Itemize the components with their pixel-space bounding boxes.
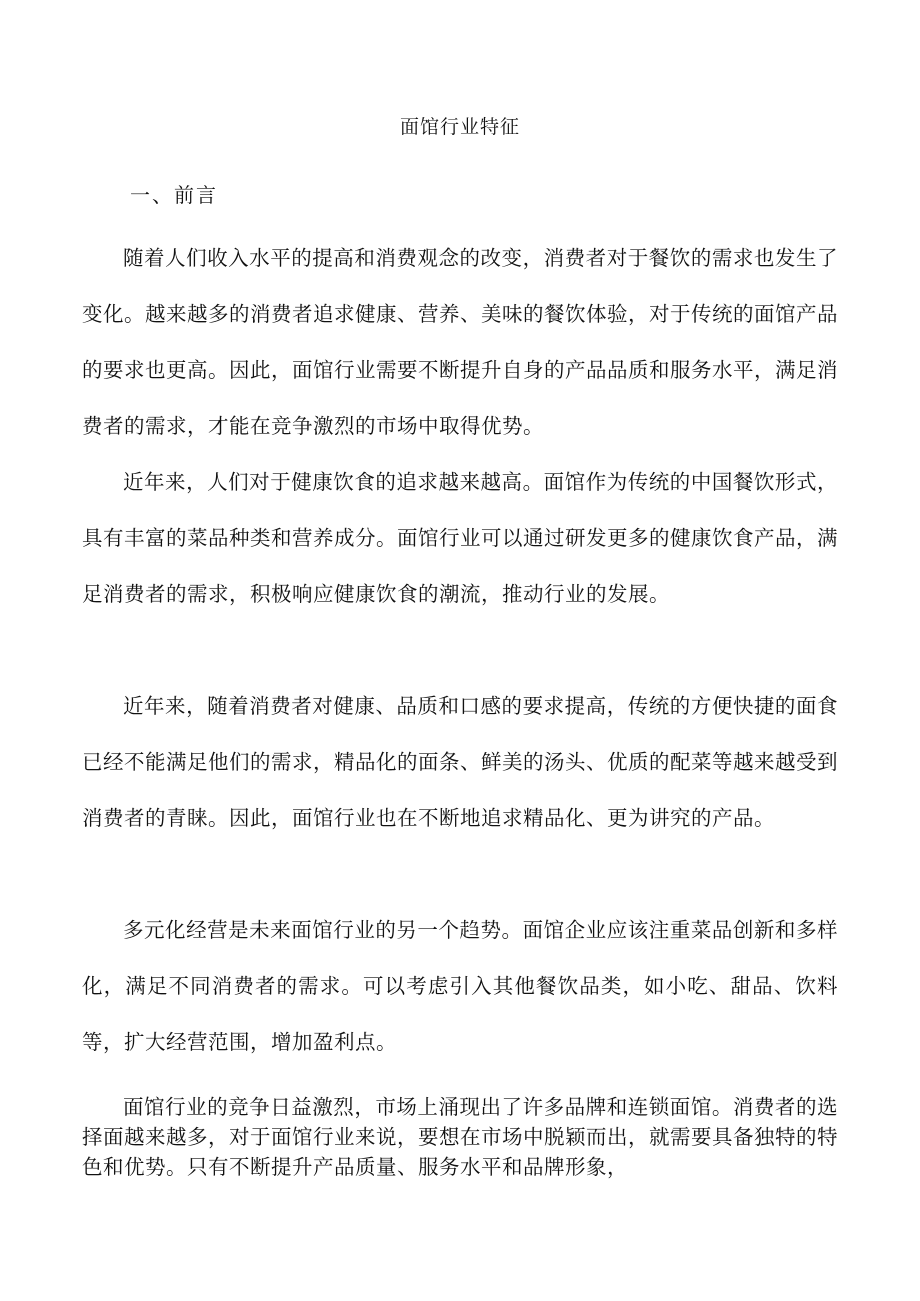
paragraph: 随着人们收入水平的提高和消费观念的改变，消费者对于餐饮的需求也发生了变化。越来越多的消费者追求健康、营养、美味的餐饮体验，对于传统的面馆产品的要求也更高。因此，面馆行业需要不断提升自身的产品品质和服务水平，满足消费者的需求，才能在竞争激烈的市场中取得优势。: [82, 246, 838, 438]
paragraph: 多元化经营是未来面馆行业的另一个趋势。面馆企业应该注重菜品创新和多样化，满足不同消费者的需求。可以考虑引入其他餐饮品类，如小吃、甜品、饮料等，扩大经营范围，增加盈利点。: [82, 918, 838, 1054]
paragraph: 近年来，人们对于健康饮食的追求越来越高。面馆作为传统的中国餐饮形式，具有丰富的菜品种类和营养成分。面馆行业可以通过研发更多的健康饮食产品，满足消费者的需求，积极响应健康饮食的潮流，推动行业的发展。: [82, 470, 838, 606]
document-title: 面馆行业特征: [399, 116, 520, 138]
paragraph: 近年来，随着消费者对健康、品质和口感的要求提高，传统的方便快捷的面食已经不能满足他们的需求，精品化的面条、鲜美的汤头、优质的配菜等越来越受到消费者的青睐。因此，面馆行业也在不断地追求精品化、更为讲究的产品。: [82, 694, 838, 830]
section-heading: 一、前言: [130, 183, 218, 207]
paragraph: 面馆行业的竞争日益激烈，市场上涌现出了许多品牌和连锁面馆。消费者的选择面越来越多，对于面馆行业来说，要想在市场中脱颖而出，就需要具备独特的特色和优势。只有不断提升产品质量、服务水平和品牌形象，: [82, 1095, 838, 1179]
